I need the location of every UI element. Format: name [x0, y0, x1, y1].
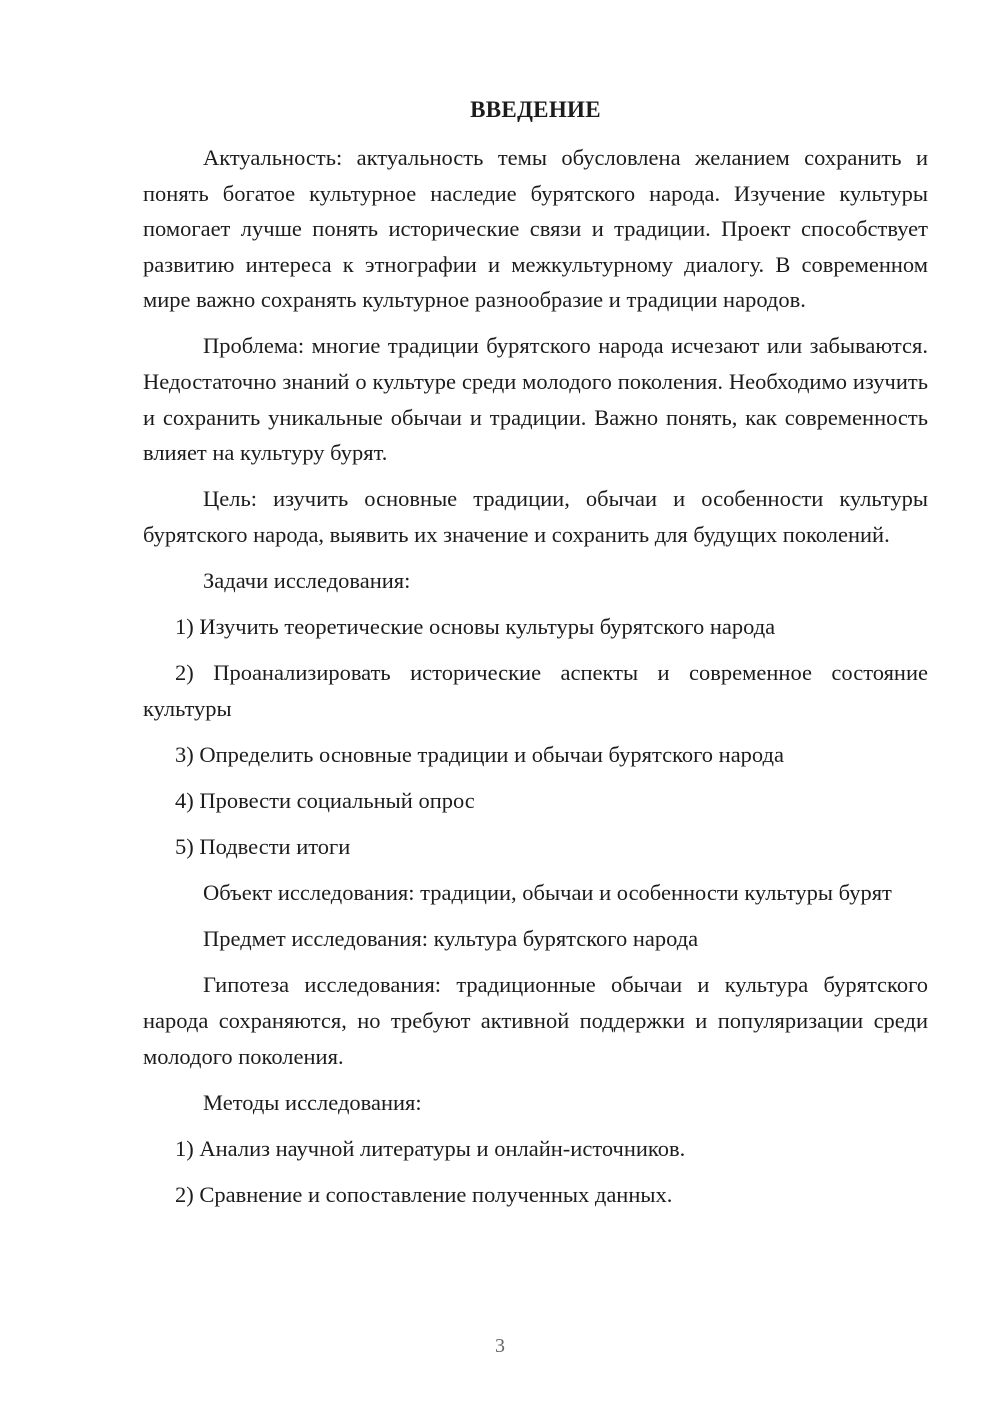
methods-heading: Методы исследования:: [203, 1089, 422, 1115]
task-item-3: 3) Определить основные традиции и обычаи бурятского народа: [175, 741, 784, 767]
tasks-heading: Задачи исследования:: [203, 568, 411, 594]
page-number: 3: [495, 1335, 505, 1357]
relevance-paragraph: Актуальность: актуальность темы обусловлена желанием сохранить и понять богатое культурное наследие бурятского народа. Изучение культуры помогает лучше понять исторические связи и традиции. Проект способствует развитию интереса к этнографии и межкультурному диалогу. В современном мире важно сохранять культурное разнообразие и традиции народов.: [143, 145, 928, 313]
document-title: ВВЕДЕНИЕ: [470, 97, 601, 122]
problem-paragraph: Проблема: многие традиции бурятского народа исчезают или забываются. Недостаточно знаний о культуре среди молодого поколения. Необходимо изучить и сохранить уникальные обычаи и традиции. Важно понять, как современность влияет на культуру бурят.: [143, 333, 928, 466]
task-item-4: 4) Провести социальный опрос: [175, 788, 475, 813]
object-paragraph: Объект исследования: традиции, обычаи и особенности культуры бурят: [203, 880, 892, 906]
method-item-2: 2) Сравнение и сопоставление полученных данных.: [175, 1181, 673, 1207]
method-item-1: 1) Анализ научной литературы и онлайн-источников.: [175, 1135, 686, 1161]
subject-paragraph: Предмет исследования: культура бурятского народа: [203, 926, 699, 952]
document-page: [143, 95, 928, 1223]
task-item-1: 1) Изучить теоретические основы культуры бурятского народа: [175, 614, 776, 640]
task-item-5: 5) Подвести итоги: [175, 834, 351, 860]
goal-paragraph: Цель: изучить основные традиции, обычаи и особенности культуры бурятского народа, выявить их значение и сохранить для будущих поколений.: [143, 486, 928, 547]
hypothesis-paragraph: Гипотеза исследования: традиционные обычаи и культура бурятского народа сохраняются, но требуют активной поддержки и популяризации среди молодого поколения.: [143, 972, 928, 1069]
task-item-2: 2) Проанализировать исторические аспекты и современное состояние культуры: [143, 660, 928, 721]
